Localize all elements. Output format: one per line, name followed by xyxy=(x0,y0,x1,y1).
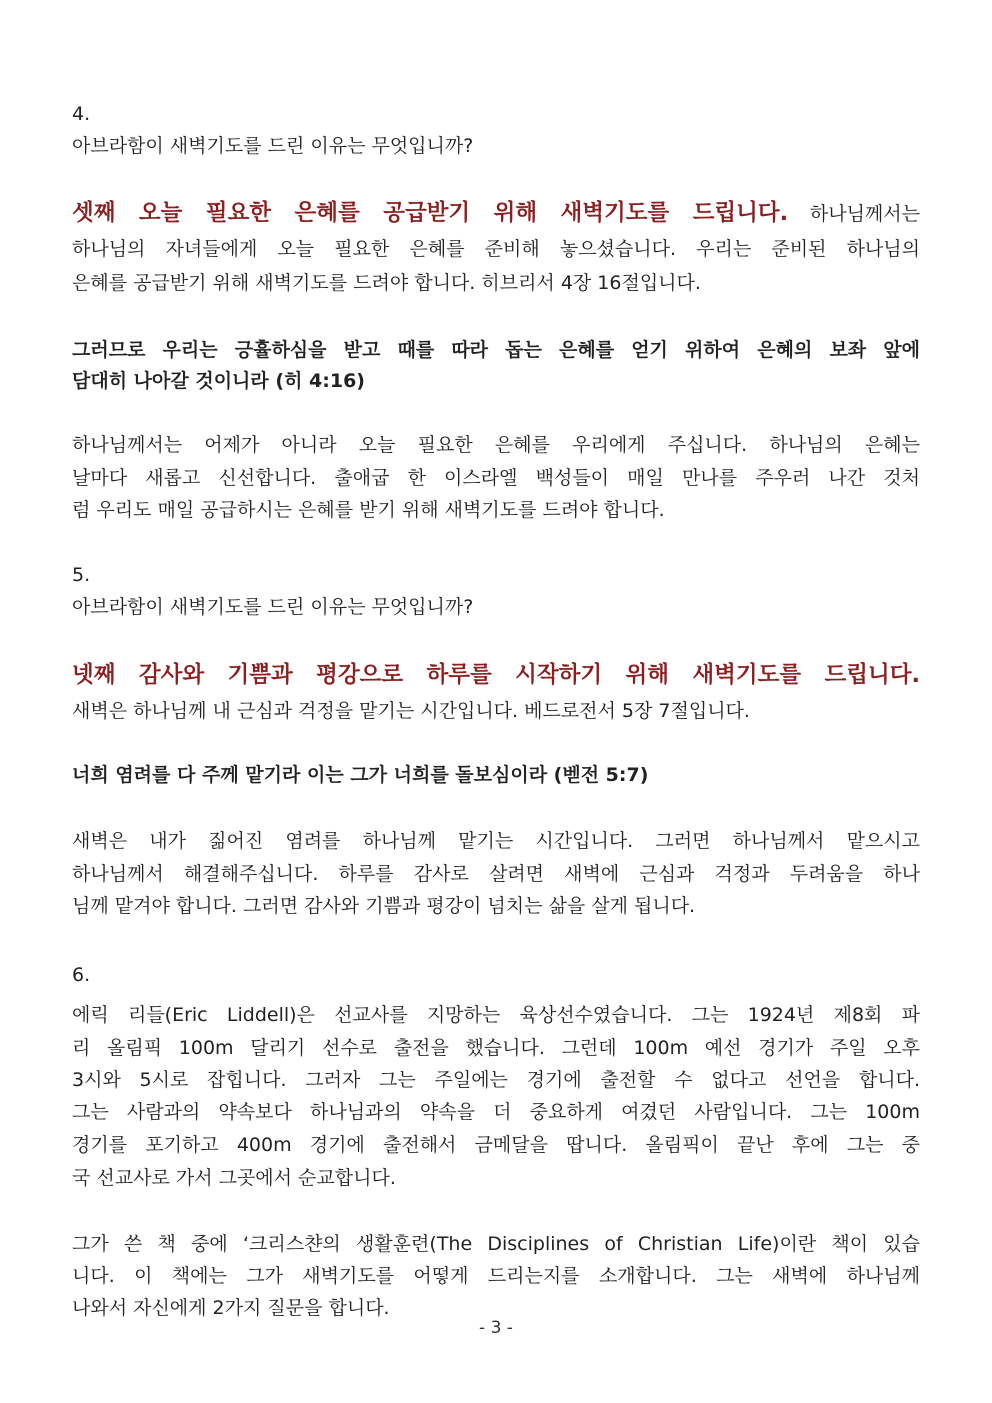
section-6-para1-line: 국 선교사로 가서 그곳에서 순교합니다. xyxy=(72,1167,396,1189)
section-6-para2-line: 나와서 자신에게 2가지 질문을 합니다. xyxy=(72,1297,390,1319)
section-4-question: 아브라함이 새벽기도를 드린 이유는 무엇입니까? xyxy=(72,135,474,157)
section-5-body-line: 새벽은 하나님께 내 근심과 걱정을 맡기는 시간입니다. 베드로전서 5장 7절입니다. xyxy=(72,700,750,722)
section-5-question: 아브라함이 새벽기도를 드린 이유는 무엇입니까? xyxy=(72,596,474,618)
section-6-para1-line: 경기를 포기하고 400m 경기에 출전해서 금메달을 땁니다. 올림픽이 끝난 후에 그는 중 xyxy=(72,1134,920,1156)
page-number: - 3 - xyxy=(479,1318,513,1338)
section-4-heading-line xyxy=(72,196,920,231)
section-5-number: 5. xyxy=(72,564,91,586)
section-6-para2-line: 그가 쓴 책 중에 ‘크리스챤의 생활훈련(The Disciplines of Christian Life)이란 책이 있습 xyxy=(72,1233,920,1255)
section-4-heading-tail: 하나님께서는 xyxy=(788,203,920,225)
section-5-para-line: 하나님께서 해결해주십니다. 하루를 감사로 살려면 새벽에 근심과 걱정과 두려움을 하나 xyxy=(72,863,920,885)
section-6-para1-line: 리 올림픽 100m 달리기 선수로 출전을 했습니다. 그런데 100m 예선 경기가 주일 오후 xyxy=(72,1037,920,1059)
section-4-verse-line: 담대히 나아갈 것이니라 (히 4:16) xyxy=(72,370,365,392)
section-4-para-line: 날마다 새롭고 신선합니다. 출애굽 한 이스라엘 백성들이 매일 만나를 주우러 나간 것처 xyxy=(72,467,920,489)
section-6-para1-line: 그는 사람과의 약속보다 하나님과의 약속을 더 중요하게 여겼던 사람입니다. 그는 100m xyxy=(72,1101,920,1123)
section-4-para-line: 럼 우리도 매일 공급하시는 은혜를 받기 위해 새벽기도를 드려야 합니다. xyxy=(72,499,665,521)
section-6-para1-line: 에릭 리들(Eric Liddell)은 선교사를 지망하는 육상선수였습니다. 그는 1924년 제8회 파 xyxy=(72,1004,920,1026)
section-5-para-line: 님께 맡겨야 합니다. 그러면 감사와 기쁨과 평강이 넘치는 삶을 살게 됩니다. xyxy=(72,895,696,917)
section-6-para1-line: 3시와 5시로 잡힙니다. 그러자 그는 주일에는 경기에 출전할 수 없다고 선언을 합니다. xyxy=(72,1069,920,1091)
section-4-verse-line: 그러므로 우리는 긍휼하심을 받고 때를 따라 돕는 은혜를 얻기 위하여 은혜의 보좌 앞에 xyxy=(72,339,920,361)
section-5-verse-line: 너희 염려를 다 주께 맡기라 이는 그가 너희를 돌보심이라 (벧전 5:7) xyxy=(72,764,649,786)
section-6-number: 6. xyxy=(72,964,91,986)
section-4-body-line: 은혜를 공급받기 위해 새벽기도를 드려야 합니다. 히브리서 4장 16절입니다. xyxy=(72,272,701,294)
section-6-para2-line: 니다. 이 책에는 그가 새벽기도를 어떻게 드리는지를 소개합니다. 그는 새벽에 하나님께 xyxy=(72,1265,920,1287)
section-4-heading: 셋째 오늘 필요한 은혜를 공급받기 위해 새벽기도를 드립니다. xyxy=(72,200,789,226)
section-4-para-line: 하나님께서는 어제가 아니라 오늘 필요한 은혜를 우리에게 주십니다. 하나님의 은혜는 xyxy=(72,434,920,456)
section-5-heading: 넷째 감사와 기쁨과 평강으로 하루를 시작하기 위해 새벽기도를 드립니다. xyxy=(72,662,920,688)
section-4-number: 4. xyxy=(72,103,91,125)
section-5-para-line: 새벽은 내가 짊어진 염려를 하나님께 맡기는 시간입니다. 그러면 하나님께서 맡으시고 xyxy=(72,830,920,852)
section-4-body-line: 하나님의 자녀들에게 오늘 필요한 은혜를 준비해 놓으셨습니다. 우리는 준비된 하나님의 xyxy=(72,238,920,260)
